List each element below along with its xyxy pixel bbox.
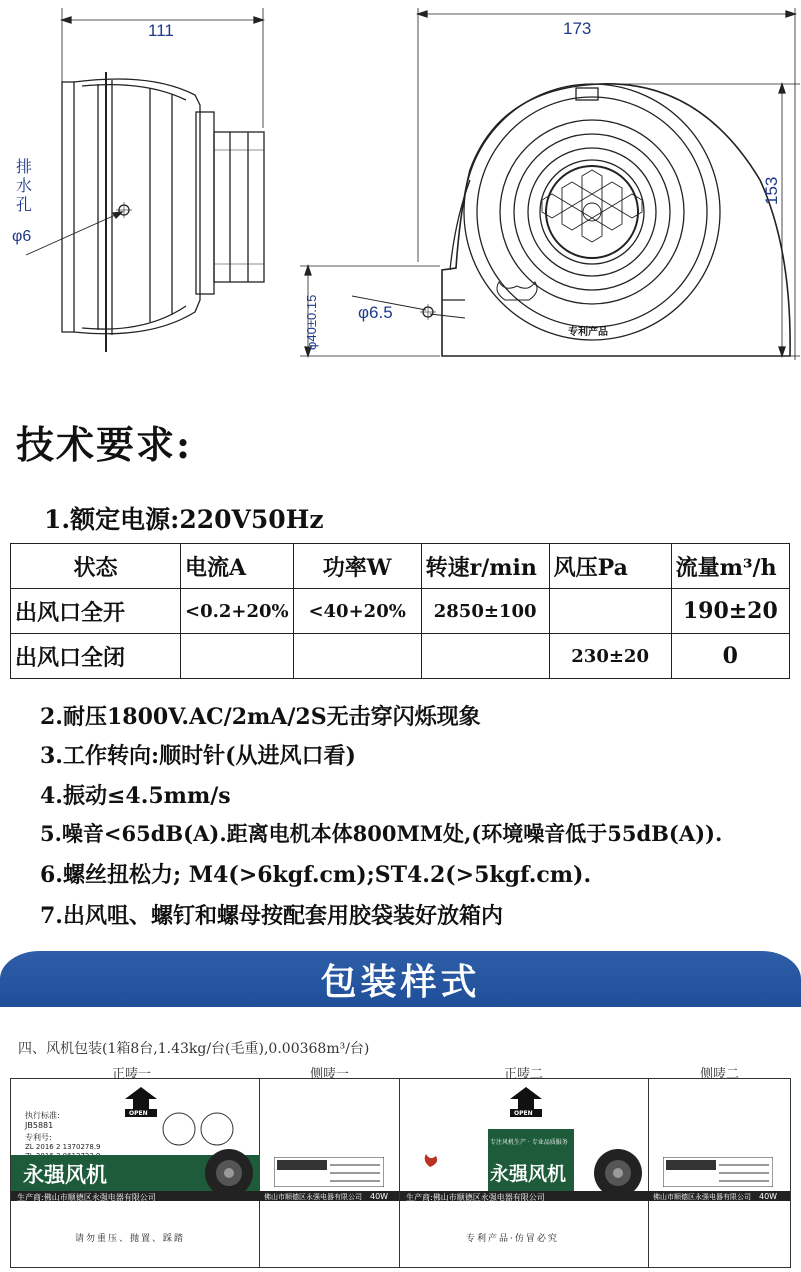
face-label: 正唛一 — [112, 1067, 152, 1082]
packaging-banner-title: 包装样式 — [320, 962, 481, 1003]
power-rating: 40W — [370, 1192, 389, 1201]
brand-name: 永强风机 — [490, 1163, 567, 1185]
packaging-note: 四、风机包装(1箱8台,1.43kg/台(毛重),0.00368m³/台) — [18, 1041, 370, 1057]
requirement-2: 2.耐压1800V.AC/2mA/2S无击穿闪烁现象 — [40, 704, 481, 730]
open-label: OPEN — [129, 1110, 148, 1117]
requirement-7: 7.出风咀、螺钉和螺母按配套用胶袋装好放箱内 — [40, 903, 503, 929]
table-cell: 0 — [671, 634, 789, 679]
table-cell: 出风口全闭 — [11, 634, 181, 679]
hole-dimension: φ6.5 — [358, 303, 393, 322]
table-cell — [421, 634, 549, 679]
patent-number: ZL 2016 2 1370278.9 — [25, 1143, 101, 1151]
exec-standard-label: 执行标准: — [25, 1111, 60, 1120]
table-cell — [293, 634, 421, 679]
dim-width-side: 111 — [148, 21, 174, 40]
dim-width-front: 173 — [563, 19, 592, 38]
requirement-5: 5.噪音<65dB(A).距离电机本体800MM处,(环境噪音低于55dB(A)). — [40, 821, 723, 846]
tech-title: 技术要求: — [16, 422, 193, 467]
carton-side-2 — [649, 1079, 790, 1267]
table-row — [11, 634, 790, 679]
carton-front-1 — [11, 1079, 260, 1267]
patent-mark: 专利产品 — [568, 327, 608, 338]
table-cell: 2850±100 — [421, 589, 549, 634]
label-table-icon — [274, 1157, 384, 1187]
slogan: 专注风机生产 · 专业品质服务 — [490, 1139, 568, 1146]
table-cell: 230±20 — [549, 634, 671, 679]
table-header: 电流A — [181, 544, 294, 589]
power-rating: 40W — [759, 1192, 778, 1201]
table-header: 状态 — [11, 544, 181, 589]
face-label: 侧唛二 — [700, 1067, 740, 1082]
table-cell: 190±20 — [671, 589, 789, 634]
face-label: 正唛二 — [504, 1067, 544, 1082]
table-row — [11, 589, 790, 634]
requirement-4: 4.振动≤4.5mm/s — [40, 783, 231, 809]
table-header: 风压Pa — [549, 544, 671, 589]
patent-note: 专利产品·仿冒必究 — [466, 1234, 559, 1244]
band-text: 佛山市顺德区永强电器有限公司 — [264, 1193, 362, 1201]
table-header: 转速r/min — [421, 544, 549, 589]
requirement-1: 1.额定电源:220V50Hz — [44, 505, 324, 534]
drain-label: 排水孔 — [15, 159, 32, 214]
requirement-3: 3.工作转向:顺时针(从进风口看) — [40, 743, 356, 769]
handling-note: 请勿重压、抛置、踩踏 — [75, 1234, 186, 1244]
requirement-6: 6.螺丝扭松力; M4(>6kgf.cm);ST4.2(>5kgf.cm). — [40, 862, 592, 888]
carton-side-1 — [260, 1079, 400, 1267]
open-label: OPEN — [514, 1110, 533, 1117]
table-header: 功率W — [293, 544, 421, 589]
label-table-icon — [663, 1157, 773, 1187]
drain-diameter: φ6 — [12, 228, 32, 245]
table-cell: <0.2+20% — [181, 589, 294, 634]
band-text: 生产商:佛山市顺德区永强电器有限公司 — [17, 1193, 156, 1202]
exec-standard: JB5881 — [25, 1121, 54, 1130]
table-header-row — [11, 544, 790, 589]
technical-drawing — [0, 0, 801, 400]
table-header: 流量m³/h — [671, 544, 789, 589]
outlet-dimension: φ40±0.15 — [304, 294, 319, 350]
certification-icon — [161, 1111, 241, 1147]
table-cell: 出风口全开 — [11, 589, 181, 634]
face-label: 侧唛一 — [310, 1067, 350, 1082]
patent-label: 专利号: — [25, 1133, 52, 1142]
brand-logo-icon — [418, 1151, 442, 1169]
carton-front-2 — [400, 1079, 649, 1267]
band-text: 生产商:佛山市顺德区永强电器有限公司 — [406, 1193, 545, 1202]
band-text: 佛山市顺德区永强电器有限公司 — [653, 1193, 751, 1201]
table-cell — [181, 634, 294, 679]
table-cell — [549, 589, 671, 634]
dim-height: 153 — [762, 176, 781, 205]
table-cell: <40+20% — [293, 589, 421, 634]
carton-layout — [10, 1078, 791, 1268]
brand-name: 永强风机 — [23, 1163, 107, 1187]
spec-table — [10, 543, 790, 679]
